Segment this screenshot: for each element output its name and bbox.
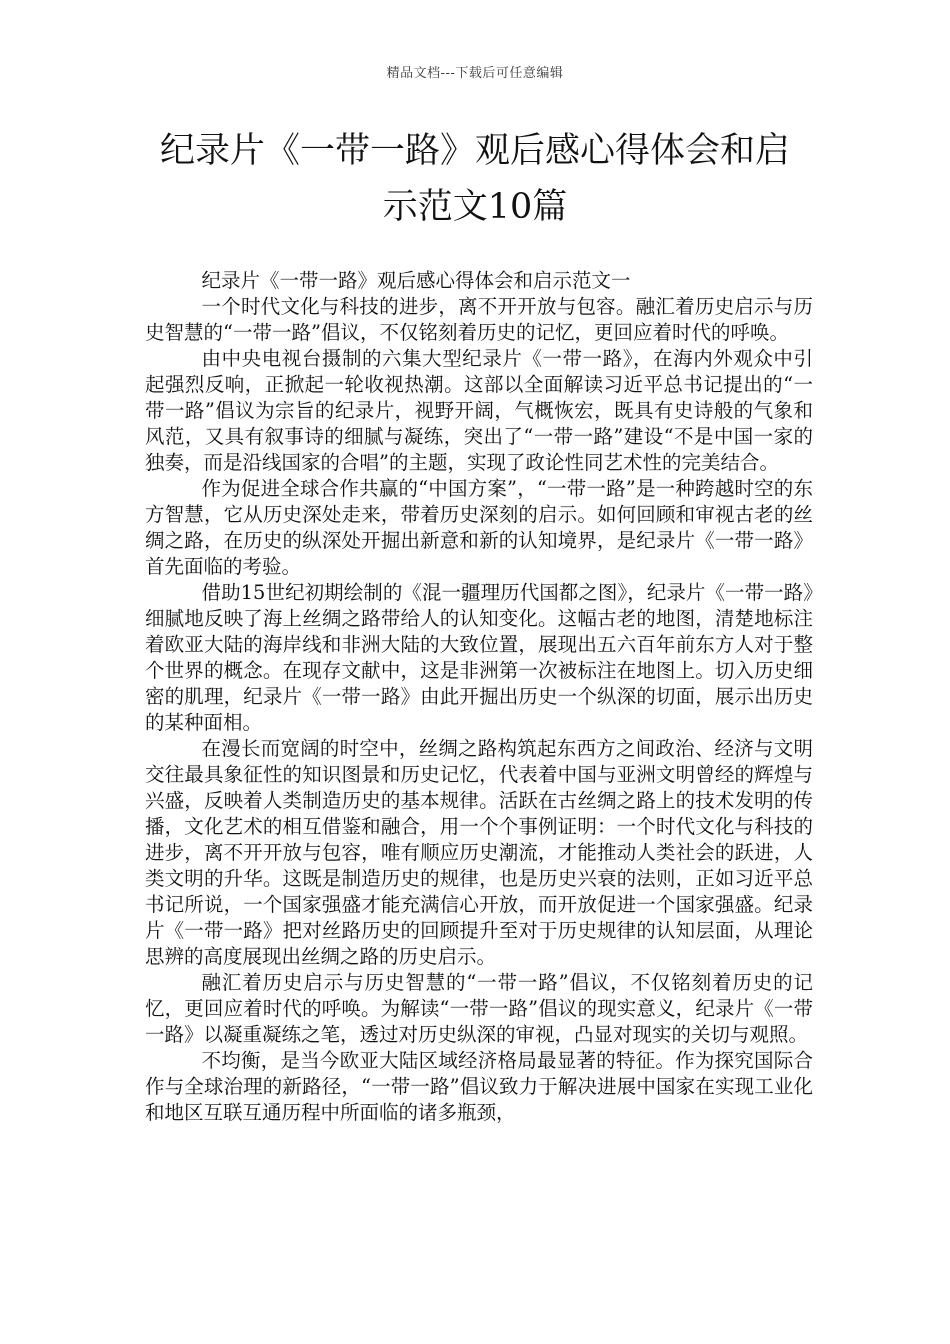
- paragraph: 作为促进全球合作共赢的“中国方案”，“一带一路”是一种跨越时空的东方智慧，它从历史深处走来，带着历史深刻的启示。如何回顾和审视古老的丝绸之路，在历史的纵深处开掘出新意和新的认知境界，是纪录片《一带一路》首先面临的考验。: [145, 477, 813, 578]
- paragraph: 一个时代文化与科技的进步，离不开开放与包容。融汇着历史启示与历史智慧的“一带一路”倡议，不仅铭刻着历史的记忆，更回应着时代的呼唤。: [145, 295, 813, 344]
- section-heading: 纪录片《一带一路》观后感心得体会和启示范文一: [201, 269, 631, 292]
- header-note: 精品文档---下载后可任意编辑: [386, 66, 564, 81]
- paragraph: 借助15世纪初期绘制的《混一疆理历代国都之图》，纪录片《一带一路》细腻地反映了海上丝绸之路带给人的认知变化。这幅古老的地图，清楚地标注着欧亚大陆的海岸线和非洲大陆的大致位置，展现出五六百年前东方人对于整个世界的概念。在现存文献中，这是非洲第一次被标注在地图上。切入历史细密的肌理，纪录片《一带一路》由此开掘出历史一个纵深的切面，展示出历史的某种面相。: [145, 581, 813, 734]
- paragraph: 不均衡，是当今欧亚大陆区域经济格局最显著的特征。作为探究国际合作与全球治理的新路径，“一带一路”倡议致力于解决进展中国家在实现工业化和地区互联互通历程中所面临的诸多瓶颈，: [145, 1049, 813, 1124]
- paragraph: 融汇着历史启示与历史智慧的“一带一路”倡议，不仅铭刻着历史的记忆，更回应着时代的呼唤。为解读“一带一路”倡议的现实意义，纪录片《一带一路》以凝重凝练之笔，透过对历史纵深的审视，凸显对现实的关切与观照。: [145, 971, 813, 1046]
- document-title: 纪录片《一带一路》观后感心得体会和启示范文10篇: [159, 131, 790, 227]
- paragraph: 由中央电视台摄制的六集大型纪录片《一带一路》，在海内外观众中引起强烈反响，正掀起一轮收视热潮。这部以全面解读习近平总书记提出的“一带一路”倡议为宗旨的纪录片，视野开阔，气概恢宏，既具有史诗般的气象和风范，又具有叙事诗的细腻与凝练，突出了“一带一路”建设“不是中国一家的独奏，而是沿线国家的合唱”的主题，实现了政论性同艺术性的完美结合。: [145, 347, 813, 474]
- paragraph: 在漫长而宽阔的时空中，丝绸之路构筑起东西方之间政治、经济与文明交往最具象征性的知识图景和历史记忆，代表着中国与亚洲文明曾经的辉煌与兴盛，反映着人类制造历史的基本规律。活跃在古丝绸之路上的技术发明的传播，文化艺术的相互借鉴和融合，用一个个事例证明：一个时代文化与科技的进步，离不开开放与包容，唯有顺应历史潮流，才能推动人类社会的跃进，人类文明的升华。这既是制造历史的规律，也是历史兴衰的法则，正如习近平总书记所说，一个国家强盛才能充满信心开放，而开放促进一个国家强盛。纪录片《一带一路》把对丝路历史的回顾提升至对于历史规律的认知层面，从理论思辨的高度展现出丝绸之路的历史启示。: [145, 737, 813, 968]
- document-body: [145, 268, 813, 1126]
